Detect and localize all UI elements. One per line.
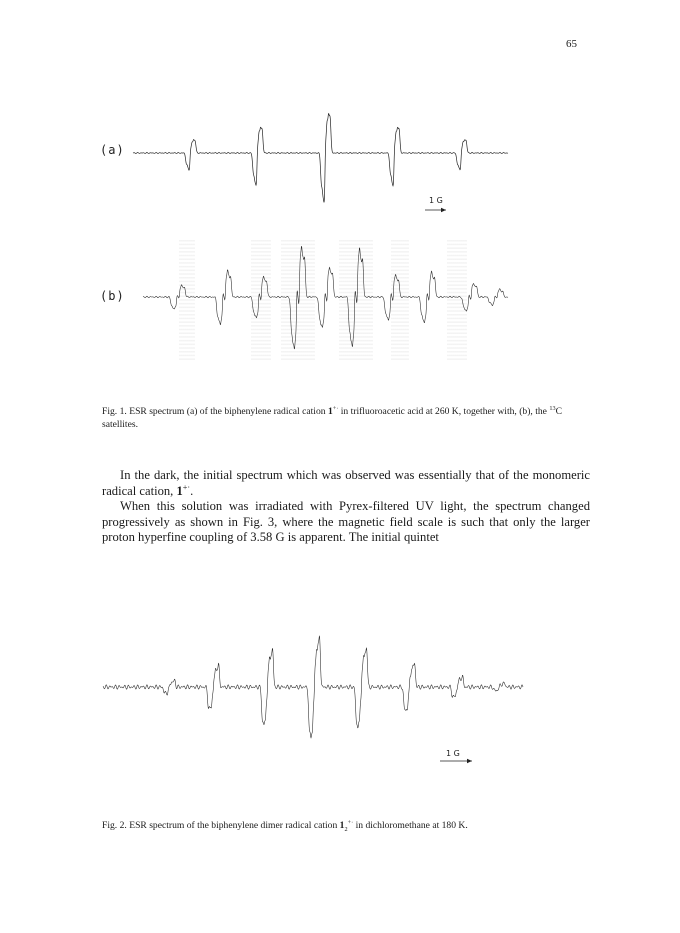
panel-a-label: (a) xyxy=(100,143,125,157)
body-text xyxy=(102,468,590,546)
page-number: 65 xyxy=(566,38,577,50)
spectrum-a-trace xyxy=(133,114,508,203)
spectrum-b-trace xyxy=(143,240,508,360)
paragraph-2: When this solution was irradiated with Pyrex-filtered UV light, the spectrum changed progressively as shown in Fig. 3, where the magnetic field scale is such that only the larger proton hyperfine coupling of 3.58 G is apparent. The initial quintet xyxy=(102,499,590,545)
figure-1-spectra xyxy=(0,55,680,400)
figure-2-spectrum xyxy=(0,575,680,815)
paragraph-1: In the dark, the initial spectrum which was observed was essentially that of the monomeric radical cation, 1+·. xyxy=(102,468,590,498)
figure-1-id: Fig. 1. xyxy=(102,406,127,417)
scale-label-fig2: 1 G xyxy=(446,749,460,758)
figure-1-caption: Fig. 1. ESR spectrum (a) of the biphenylene radical cation 1+· in trifluoroacetic acid at 260 K, together with, (b), the $^{13}$C satellites. xyxy=(102,404,562,430)
panel-b-label: (b) xyxy=(100,289,125,303)
figure-2-caption: Fig. 2. ESR spectrum of the biphenylene dimer radical cation $1_2^{+\cdot}$ in dichloromethane at 180 K. xyxy=(102,818,468,833)
figure-2-id: Fig. 2. xyxy=(102,820,127,831)
scale-bar-fig1 xyxy=(425,208,446,212)
scale-bar-fig2 xyxy=(440,759,472,763)
scale-label-fig1: 1 G xyxy=(429,196,443,205)
spectrum-dimer-trace xyxy=(103,636,523,738)
